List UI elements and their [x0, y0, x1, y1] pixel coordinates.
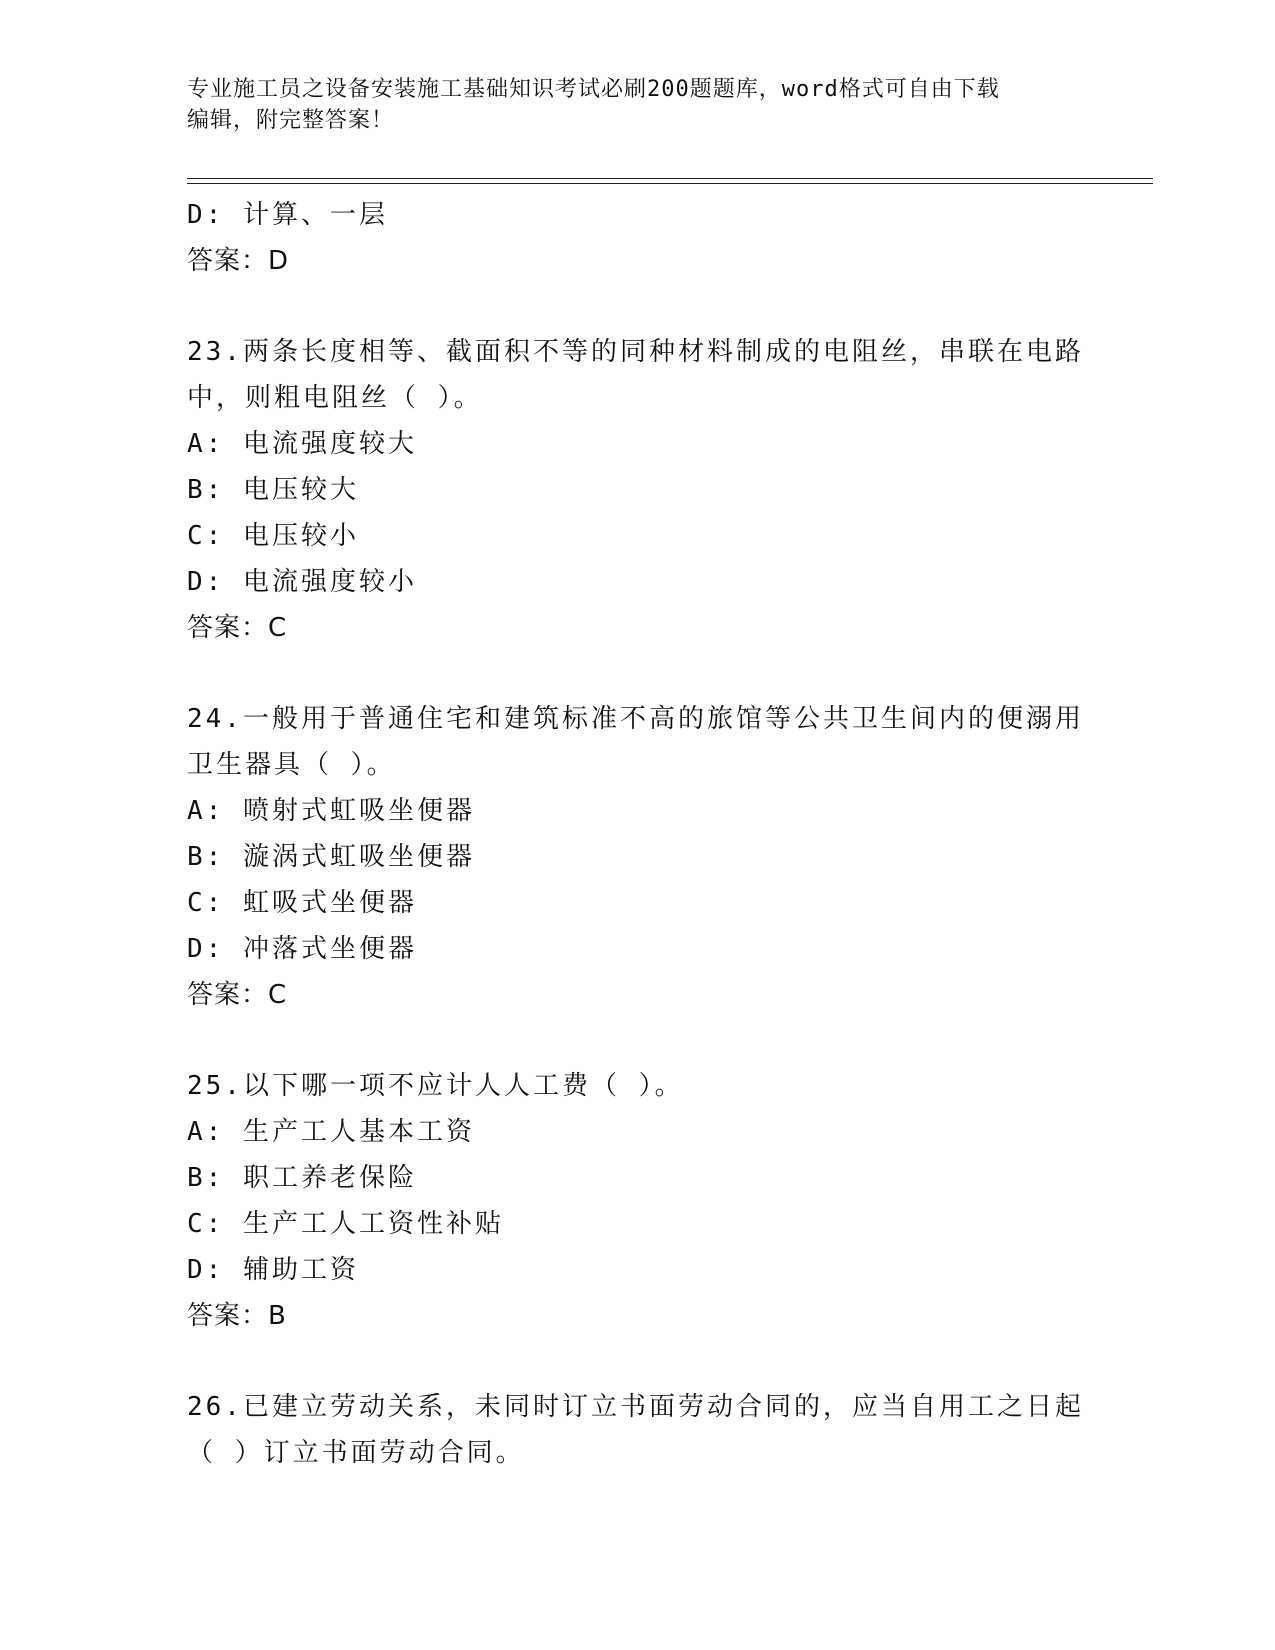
question-24 — [187, 696, 1087, 1018]
option-b: B: 漩涡式虹吸坐便器 — [187, 842, 475, 872]
option-a: A: 喷射式虹吸坐便器 — [187, 796, 475, 826]
header-divider-top — [187, 178, 1153, 179]
option-d: D: 电流强度较小 — [187, 567, 417, 597]
question-22-tail — [187, 192, 1087, 284]
answer: 答案：B — [187, 1301, 287, 1331]
spacer — [187, 651, 1087, 696]
option-c: C: 电压较小 — [187, 521, 359, 551]
answer: 答案：C — [187, 613, 288, 643]
header-title-line-1: 专业施工员之设备安装施工基础知识考试必刷200题题库，word格式可自由下载 — [187, 77, 1000, 102]
header-title-line-2: 编辑，附完整答案！ — [187, 108, 395, 133]
question-stem: 25.以下哪一项不应计人人工费（ ）。 — [187, 1071, 684, 1101]
question-stem: 24.一般用于普通住宅和建筑标准不高的旅馆等公共卫生间内的便溺用 — [187, 704, 1084, 734]
option-a: A: 生产工人基本工资 — [187, 1117, 475, 1147]
spacer — [187, 1339, 1087, 1384]
option-c: C: 虹吸式坐便器 — [187, 888, 417, 918]
option-b: B: 职工养老保险 — [187, 1163, 417, 1193]
question-26 — [187, 1384, 1087, 1476]
spacer — [187, 284, 1087, 329]
option-a: A: 电流强度较大 — [187, 429, 417, 459]
spacer — [187, 1018, 1087, 1063]
question-list — [187, 192, 1087, 1476]
question-stem-continued: 中，则粗电阻丝（ ）。 — [187, 383, 483, 413]
question-stem: 23.两条长度相等、截面积不等的同种材料制成的电阻丝，串联在电路 — [187, 337, 1084, 367]
option-d: D: 冲落式坐便器 — [187, 934, 417, 964]
header-divider-bottom — [187, 183, 1153, 184]
answer: 答案：C — [187, 980, 288, 1010]
answer: 答案：D — [187, 246, 290, 276]
question-stem-continued: 卫生器具（ ）。 — [187, 750, 396, 780]
document-header — [187, 74, 1087, 136]
option-b: B: 电压较大 — [187, 475, 359, 505]
question-23 — [187, 329, 1087, 651]
option-d: D: 计算、一层 — [187, 200, 388, 230]
question-stem: 26.已建立劳动关系，未同时订立书面劳动合同的，应当自用工之日起 — [187, 1392, 1084, 1422]
question-25 — [187, 1063, 1087, 1339]
question-stem-continued: （ ）订立书面劳动合同。 — [187, 1438, 525, 1468]
option-d: D: 辅助工资 — [187, 1255, 359, 1285]
option-c: C: 生产工人工资性补贴 — [187, 1209, 504, 1239]
